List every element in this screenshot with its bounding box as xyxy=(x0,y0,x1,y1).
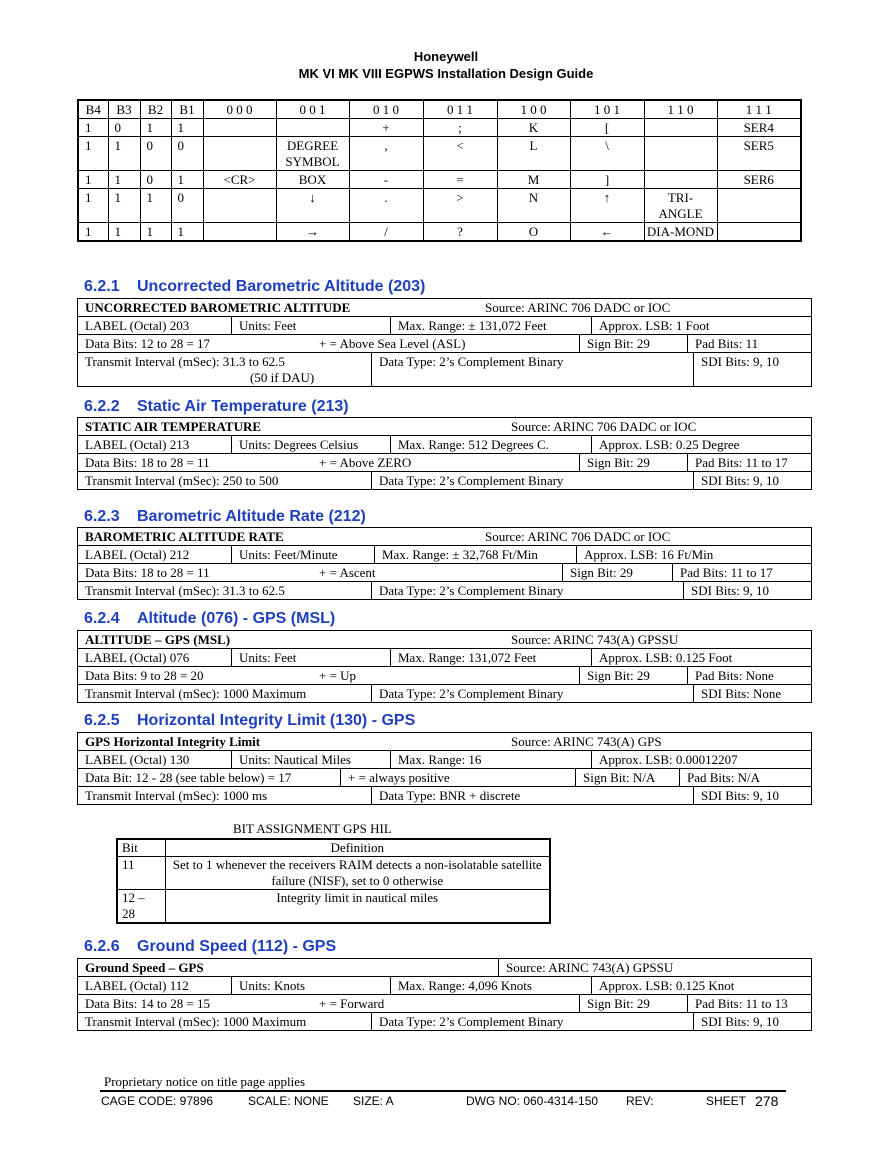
spec-data-type: Data Type: 2’s Complement Binary xyxy=(371,1013,693,1030)
spec-pad-bits: Pad Bits: 11 to 17 xyxy=(687,454,795,471)
document-title: MK VI MK VIII EGPWS Installation Design Guide xyxy=(298,66,594,81)
spec-plus: + = Up xyxy=(319,668,357,683)
table-cell xyxy=(644,137,717,171)
table-cell: 1 xyxy=(140,223,171,242)
spec-range: Max. Range: 16 xyxy=(390,751,591,768)
drawing-number: DWG NO: 060-4314-150 xyxy=(466,1094,599,1108)
section-heading xyxy=(84,610,335,628)
label-spec-box xyxy=(77,732,812,805)
bit-cell: 11 xyxy=(117,857,165,890)
spec-range: Max. Range: ± 32,768 Ft/Min xyxy=(374,546,576,563)
spec-lsb: Approx. LSB: 0.125 Knot xyxy=(591,977,741,994)
spec-units: Units: Nautical Miles xyxy=(231,751,390,768)
table-cell: DIA-MOND xyxy=(644,223,717,242)
spec-range: Max. Range: 4,096 Knots xyxy=(390,977,591,994)
spec-units: Units: Feet xyxy=(231,317,390,334)
table-cell: [ xyxy=(570,119,644,137)
spec-source: Source: ARINC 706 DADC or IOC xyxy=(511,419,697,434)
table-cell xyxy=(276,119,349,137)
spec-source: Source: ARINC 706 DADC or IOC xyxy=(485,529,671,544)
table-cell xyxy=(203,137,276,171)
table-cell: SER5 xyxy=(717,137,801,171)
spec-data-bits: Data Bits: 18 to 28 = 11 xyxy=(85,455,210,470)
spec-lsb: Approx. LSB: 0.00012207 xyxy=(591,751,745,768)
spec-units: Units: Degrees Celsius xyxy=(231,436,390,453)
col-header: 1 0 1 xyxy=(570,100,644,119)
spec-sdi-bits: SDI Bits: 9, 10 xyxy=(693,1013,786,1030)
spec-source: Source: ARINC 743(A) GPSSU xyxy=(498,959,680,976)
table-cell: , xyxy=(349,137,423,171)
spec-range: Max. Range: 131,072 Feet xyxy=(390,649,591,666)
table-cell: ? xyxy=(423,223,497,242)
col-header: 1 0 0 xyxy=(497,100,570,119)
section-number: 6.2.3 xyxy=(84,508,120,525)
table-cell xyxy=(644,171,717,189)
spec-lsb: Approx. LSB: 1 Foot xyxy=(591,317,717,334)
table-cell xyxy=(644,119,717,137)
table-cell: O xyxy=(497,223,570,242)
label-spec-box xyxy=(77,527,812,600)
spec-plus: + = Ascent xyxy=(319,565,376,580)
col-header: 0 1 1 xyxy=(423,100,497,119)
spec-sign-bit: Sign Bit: 29 xyxy=(579,454,687,471)
table-cell: ] xyxy=(570,171,644,189)
spec-range: Max. Range: 512 Degrees C. xyxy=(390,436,591,453)
col-header: B2 xyxy=(140,100,171,119)
label-spec-box xyxy=(77,958,812,1031)
spec-data-type: Data Type: 2’s Complement Binary xyxy=(371,685,693,702)
table-cell: L xyxy=(497,137,570,171)
col-header: B1 xyxy=(171,100,203,119)
spec-plus: + = always positive xyxy=(340,769,575,786)
spec-sdi-bits: SDI Bits: 9, 10 xyxy=(693,787,786,804)
spec-name: UNCORRECTED BAROMETRIC ALTITUDE xyxy=(85,300,351,315)
table-cell: + xyxy=(349,119,423,137)
bit-cell: 12 – 28 xyxy=(117,890,165,924)
spec-pad-bits: Pad Bits: 11 to 13 xyxy=(687,995,795,1012)
table-cell: 1 xyxy=(78,189,108,223)
cage-code: CAGE CODE: 97896 xyxy=(101,1094,214,1108)
table-cell: 1 xyxy=(171,119,203,137)
table-row xyxy=(78,189,801,223)
spec-sign-bit: Sign Bit: 29 xyxy=(579,995,687,1012)
spec-data-type: Data Type: 2’s Complement Binary xyxy=(371,582,683,599)
spec-units: Units: Feet xyxy=(231,649,390,666)
spec-sdi-bits: SDI Bits: 9, 10 xyxy=(693,353,786,386)
table-row xyxy=(117,890,550,924)
spec-sign-bit: Sign Bit: 29 xyxy=(579,335,687,352)
definition-cell: Integrity limit in nautical miles xyxy=(165,890,550,924)
table-cell: → xyxy=(276,223,349,242)
spec-sdi-bits: SDI Bits: 9, 10 xyxy=(683,582,776,599)
size: SIZE: A xyxy=(353,1094,394,1108)
spec-interval: Transmit Interval (mSec): 1000 Maximum xyxy=(85,1014,307,1029)
spec-sign-bit: Sign Bit: 29 xyxy=(579,667,687,684)
spec-data-bits: Data Bit: 12 - 28 (see table below) = 17 xyxy=(85,770,292,785)
table-cell: \ xyxy=(570,137,644,171)
section-heading xyxy=(84,398,349,416)
table-cell: 1 xyxy=(78,137,108,171)
col-header: 1 1 1 xyxy=(717,100,801,119)
section-number: 6.2.1 xyxy=(84,278,120,295)
footer-divider xyxy=(100,1090,786,1092)
table-cell xyxy=(717,189,801,223)
spec-pad-bits: Pad Bits: 11 xyxy=(687,335,765,352)
spec-interval-line: Transmit Interval (mSec): 31.3 to 62.5 xyxy=(85,354,285,369)
section-heading xyxy=(84,938,336,956)
table-header-row xyxy=(117,839,550,857)
spec-lsb: Approx. LSB: 0.125 Foot xyxy=(591,649,739,666)
spec-sdi-bits: SDI Bits: 9, 10 xyxy=(693,472,786,489)
table-cell: = xyxy=(423,171,497,189)
spec-label: LABEL (Octal) 076 xyxy=(85,650,190,665)
table-cell: 0 xyxy=(140,137,171,171)
table-cell xyxy=(203,189,276,223)
spec-label: LABEL (Octal) 213 xyxy=(85,437,190,452)
section-title: Altitude (076) - GPS (MSL) xyxy=(137,610,336,627)
table-cell: K xyxy=(497,119,570,137)
scale: SCALE: NONE xyxy=(248,1094,329,1108)
table-cell: DEGREE SYMBOL xyxy=(276,137,349,171)
table-cell: ↓ xyxy=(276,189,349,223)
table-cell: > xyxy=(423,189,497,223)
table-cell: 1 xyxy=(108,223,140,242)
spec-label: LABEL (Octal) 212 xyxy=(85,547,190,562)
spec-label: LABEL (Octal) 130 xyxy=(85,752,190,767)
table-cell: 0 xyxy=(108,119,140,137)
label-spec-box xyxy=(77,417,812,490)
spec-units: Units: Feet/Minute xyxy=(231,546,374,563)
table-cell xyxy=(717,223,801,242)
spec-name: Ground Speed – GPS xyxy=(85,960,204,975)
section-title: Uncorrected Barometric Altitude (203) xyxy=(137,278,426,295)
spec-interval xyxy=(78,353,371,386)
spec-interval-note: (50 if DAU) xyxy=(250,370,315,385)
table-cell: <CR> xyxy=(203,171,276,189)
spec-interval: Transmit Interval (mSec): 250 to 500 xyxy=(85,473,279,488)
col-header: 1 1 0 xyxy=(644,100,717,119)
col-header: 0 1 0 xyxy=(349,100,423,119)
revision: REV: xyxy=(626,1094,654,1108)
table-cell: ← xyxy=(570,223,644,242)
spec-pad-bits: Pad Bits: 11 to 17 xyxy=(672,564,780,581)
spec-units: Units: Knots xyxy=(231,977,390,994)
hil-bit-table xyxy=(116,838,551,924)
table-row xyxy=(78,223,801,242)
spec-sign-bit: Sign Bit: 29 xyxy=(562,564,672,581)
spec-name: STATIC AIR TEMPERATURE xyxy=(85,419,262,434)
spec-data-bits: Data Bits: 12 to 28 = 17 xyxy=(85,336,211,351)
spec-data-type: Data Type: 2’s Complement Binary xyxy=(371,472,693,489)
col-header: B4 xyxy=(78,100,108,119)
spec-data-bits: Data Bits: 18 to 28 = 11 xyxy=(85,565,210,580)
table-cell: < xyxy=(423,137,497,171)
spec-data-type: Data Type: BNR + discrete xyxy=(371,787,693,804)
table-cell: 1 xyxy=(108,137,140,171)
spec-name: BAROMETRIC ALTITUDE RATE xyxy=(85,529,284,544)
col-header: B3 xyxy=(108,100,140,119)
spec-source: Source: ARINC 743(A) GPSSU xyxy=(511,632,679,647)
spec-pad-bits: Pad Bits: N/A xyxy=(679,769,767,786)
table-cell: ↑ xyxy=(570,189,644,223)
table-cell xyxy=(203,223,276,242)
table-cell: BOX xyxy=(276,171,349,189)
table-cell: 0 xyxy=(140,171,171,189)
table-cell xyxy=(203,119,276,137)
section-number: 6.2.5 xyxy=(84,712,120,729)
section-title: Static Air Temperature (213) xyxy=(137,398,349,415)
table-cell: - xyxy=(349,171,423,189)
section-heading xyxy=(84,278,425,296)
col-header-bit: Bit xyxy=(117,839,165,857)
table-cell: . xyxy=(349,189,423,223)
spec-pad-bits: Pad Bits: None xyxy=(687,667,781,684)
table-cell: 1 xyxy=(78,119,108,137)
table-cell: SER6 xyxy=(717,171,801,189)
table-cell: N xyxy=(497,189,570,223)
table-cell: 1 xyxy=(78,171,108,189)
table-row xyxy=(78,171,801,189)
table-cell: 0 xyxy=(171,137,203,171)
spec-sdi-bits: SDI Bits: None xyxy=(693,685,788,702)
spec-name: GPS Horizontal Integrity Limit xyxy=(85,734,261,749)
spec-name: ALTITUDE – GPS (MSL) xyxy=(85,632,231,647)
spec-data-bits: Data Bits: 14 to 28 = 15 xyxy=(85,996,211,1011)
table-cell: 1 xyxy=(108,189,140,223)
table-cell: 1 xyxy=(78,223,108,242)
table-cell: M xyxy=(497,171,570,189)
table-cell: 1 xyxy=(171,223,203,242)
col-header: 0 0 0 xyxy=(203,100,276,119)
section-title: Barometric Altitude Rate (212) xyxy=(137,508,366,525)
spec-source: Source: ARINC 743(A) GPS xyxy=(511,734,662,749)
spec-sign-bit: Sign Bit: N/A xyxy=(575,769,679,786)
character-code-table xyxy=(77,99,802,242)
section-title: Horizontal Integrity Limit (130) - GPS xyxy=(137,712,416,729)
col-header: 0 0 1 xyxy=(276,100,349,119)
table-cell: SER4 xyxy=(717,119,801,137)
section-title: Ground Speed (112) - GPS xyxy=(137,938,337,955)
hil-table-title: BIT ASSIGNMENT GPS HIL xyxy=(233,821,392,836)
spec-source: Source: ARINC 706 DADC or IOC xyxy=(485,300,671,315)
table-row xyxy=(117,857,550,890)
table-row xyxy=(78,137,801,171)
spec-interval: Transmit Interval (mSec): 1000 ms xyxy=(85,788,268,803)
table-cell: 1 xyxy=(140,119,171,137)
section-heading xyxy=(84,712,415,730)
definition-cell: Set to 1 whenever the receivers RAIM detects a non-isolatable satellite failure (NISF), set to 0 otherwise xyxy=(165,857,550,890)
table-cell: 1 xyxy=(140,189,171,223)
section-number: 6.2.2 xyxy=(84,398,120,415)
label-spec-box xyxy=(77,630,812,703)
col-header-definition: Definition xyxy=(165,839,550,857)
spec-interval: Transmit Interval (mSec): 1000 Maximum xyxy=(85,686,307,701)
table-cell: TRI-ANGLE xyxy=(644,189,717,223)
table-cell: 1 xyxy=(108,171,140,189)
spec-lsb: Approx. LSB: 16 Ft/Min xyxy=(576,546,720,563)
spec-label: LABEL (Octal) 203 xyxy=(85,318,190,333)
spec-interval: Transmit Interval (mSec): 31.3 to 62.5 xyxy=(85,583,285,598)
proprietary-notice: Proprietary notice on title page applies xyxy=(104,1074,306,1089)
spec-label: LABEL (Octal) 112 xyxy=(85,978,189,993)
sheet-label: SHEET xyxy=(706,1094,747,1108)
company-name: Honeywell xyxy=(413,49,479,64)
spec-lsb: Approx. LSB: 0.25 Degree xyxy=(591,436,746,453)
section-heading xyxy=(84,508,366,526)
section-number: 6.2.6 xyxy=(84,938,120,955)
table-cell: ; xyxy=(423,119,497,137)
table-row xyxy=(78,119,801,137)
spec-plus: + = Above ZERO xyxy=(319,455,412,470)
spec-plus: + = Forward xyxy=(319,996,385,1011)
sheet-number: 278 xyxy=(755,1093,779,1109)
table-header-row xyxy=(78,100,801,119)
section-number: 6.2.4 xyxy=(84,610,120,627)
spec-data-type: Data Type: 2’s Complement Binary xyxy=(371,353,693,386)
table-cell: / xyxy=(349,223,423,242)
spec-range: Max. Range: ± 131,072 Feet xyxy=(390,317,591,334)
label-spec-box xyxy=(77,298,812,387)
table-cell: 0 xyxy=(171,189,203,223)
spec-plus: + = Above Sea Level (ASL) xyxy=(319,336,466,351)
table-cell: 1 xyxy=(171,171,203,189)
spec-data-bits: Data Bits: 9 to 28 = 20 xyxy=(85,668,204,683)
